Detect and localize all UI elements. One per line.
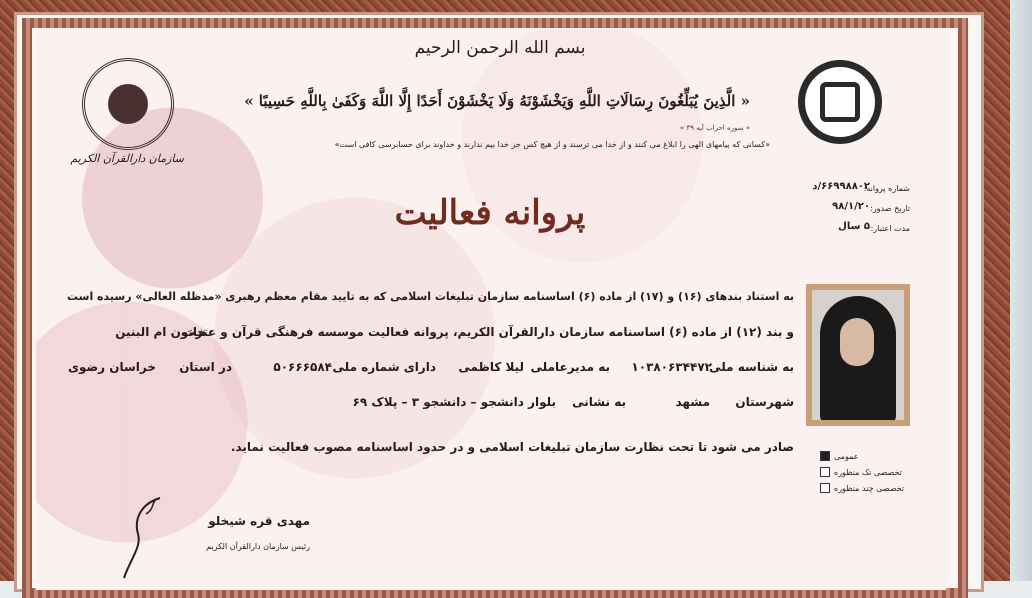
body-line-3c: دارای شماره ملی [332,360,436,374]
holder-photo [806,284,910,426]
body-line-3a: به شناسه ملی [709,360,794,374]
scope-option [820,480,904,496]
left-logo-caption: سازمان دارالقرآن الکریم [70,152,184,165]
body-line-4b: به نشانی [572,395,626,409]
bismillah: بسم الله الرحمن الرحيم [414,38,586,58]
scope-options [820,448,904,496]
body-line-2: و بند (۱۲) از ماده (۶) اساسنامه سازمان دارالقرآن الکریم، پروانه فعالیت موسسه فرهنگی قرآن و عترت [183,325,794,339]
body-line-3d: در استان [179,360,232,374]
issue-date-label: تاریخ صدور: [870,204,910,213]
address: بلوار دانشجو – دانشجو ۳ – پلاک ۶۹ [352,395,556,409]
surah-reference: « سوره احزاب آیه ۳۹ » [679,124,750,132]
signature-icon [120,494,170,580]
quran-verse: « الَّذِينَ يُبَلِّغُونَ رِسَالَاتِ اللَّهِ وَيَخْشَوْنَهُ وَلَا يَخْشَوْنَ أَحَدًا إِلَّا اللَّهَ وَكَفَىٰ بِاللَّهِ حَسِيبًا » [244,92,750,110]
page-title: پروانه فعالیت [394,193,586,233]
province: خراسان رضوی [68,360,156,374]
verse-translation: «کسانی که پیامهای الهی را ابلاغ می کنند و از خدا می ترسند و از هیچ کس جز خدا بیم ندارند و خداوند برای حسابرسی کافی است» [334,140,770,149]
manager-national-id: ۵۰۶۶۶۵۸۴ [273,360,332,374]
license-number: ۶۶۹۹۸۸۰۲/د [812,181,870,192]
body-line-5: صادر می شود تا تحت نظارت سازمان تبلیغات اسلامی و در حدود اساسنامه مصوب فعالیت نماید. [230,440,794,454]
scope-label: تخصصی تک منظوره [834,467,902,477]
issue-date: ۹۸/۱/۲۰ [832,201,870,212]
checked-box-icon [820,451,830,461]
body-line-4a: شهرستان [735,395,794,409]
tablighat-logo-icon [798,60,882,144]
background-wall [1010,0,1032,581]
body-line-3b: به مدیرعاملی [530,360,610,374]
holder-name: خاتون ام البنین [115,325,206,339]
manager-name: لیلا کاظمی [458,360,524,374]
signatory-role: رئیس سازمان دارالقرآن الکریم [206,542,310,551]
unchecked-box-icon [820,467,830,477]
national-id: ۱۰۳۸۰۶۳۴۴۷۲ [631,360,712,374]
scope-option [820,448,904,464]
darolquran-seal-icon [82,58,174,150]
scope-option [820,464,904,480]
validity-label: مدت اعتبار: [870,224,910,233]
license-number-label: شماره پروانه: [863,184,910,193]
body-line-1: به استناد بندهای (۱۶) و (۱۷) از ماده (۶) اساسنامه سازمان تبلیغات اسلامی که به تایید مقام معظم رهبری «مدظله العالی» رسیده است [66,290,794,303]
unchecked-box-icon [820,483,830,493]
scope-label: عمومی [834,451,859,461]
city: مشهد [675,395,710,409]
signatory-name: مهدی قره شیخلو [208,514,310,528]
scope-label: تخصصی چند منظوره [834,483,905,493]
validity: ۵ سال [838,221,870,232]
